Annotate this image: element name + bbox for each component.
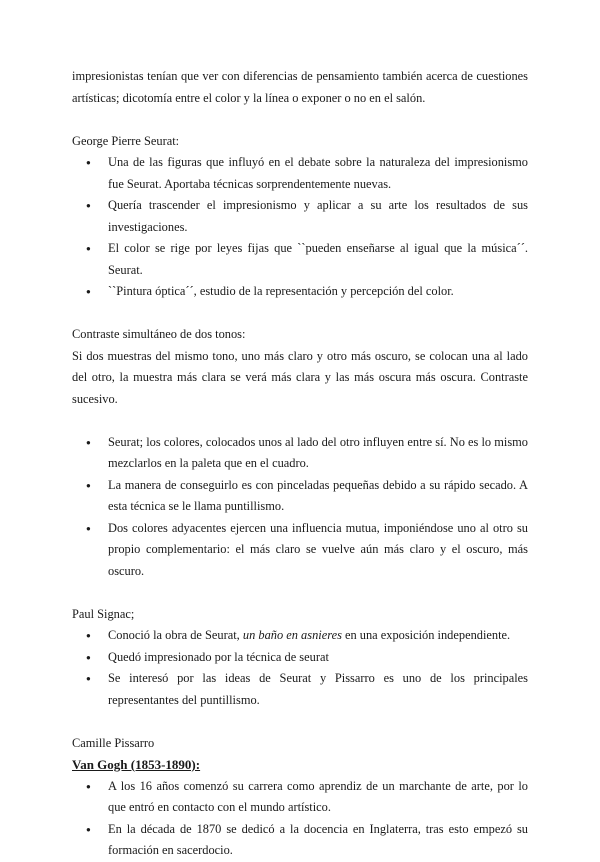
contraste-paragraph: Si dos muestras del mismo tono, uno más claro y otro más oscuro, se colocan una al lado del otro, la muestra más clara se verá más clara y las más oscura más oscura. Contraste sucesivo.	[72, 348, 528, 406]
seurat-heading: George Pierre Seurat:	[72, 133, 180, 148]
list-item: ● ``Pintura óptica´´, estudio de la representación y percepción del color.	[72, 281, 528, 303]
list-item: ● Dos colores adyacentes ejercen una influencia mutua, imponiéndose uno al otro su propio complementario: el más claro se vuelve aún más claro y el oscuro, más oscuro.	[72, 518, 528, 583]
list-item: ● El color se rige por leyes fijas que ``pueden enseñarse al igual que la música´´. Seurat.	[72, 238, 528, 281]
list-item: ● La manera de conseguirlo es con pinceladas pequeñas debido a su rápido secado. A esta técnica se le llama puntillismo.	[72, 475, 528, 518]
spacer	[72, 410, 528, 432]
document-content	[72, 66, 528, 862]
spacer	[72, 303, 528, 325]
spacer	[72, 711, 528, 733]
spacer	[72, 109, 528, 131]
list-item: ● Se interesó por las ideas de Seurat y Pissarro es uno de los principales representantes del puntillismo.	[72, 668, 528, 711]
pissarro-heading: Camille Pissarro	[72, 735, 155, 750]
signac-heading: Paul Signac;	[72, 606, 135, 621]
contraste-heading: Contraste simultáneo de dos tonos:	[72, 327, 246, 341]
list-item: ● En la década de 1870 se dedicó a la docencia en Inglaterra, tras esto empezó su formación en sacerdocio.	[72, 819, 528, 862]
list-item	[72, 625, 528, 647]
list-item: ● A los 16 años comenzó su carrera como aprendiz de un marchante de arte, por lo que entró en contacto con el mundo artístico.	[72, 776, 528, 819]
contraste-list	[72, 432, 528, 583]
list-item-text: en una exposición independiente.	[341, 628, 511, 642]
list-item: ● Quedó impresionado por la técnica de seurat	[72, 647, 528, 669]
vangogh-heading: Van Gogh (1853-1890):	[72, 757, 201, 772]
signac-list	[72, 625, 528, 711]
list-item: ● Seurat; los colores, colocados unos al lado del otro influyen entre sí. No es lo mismo mezclarlos en la paleta que en el cuadro.	[72, 432, 528, 475]
list-item: ● Quería trascender el impresionismo y aplicar a su arte los resultados de sus investigaciones.	[72, 195, 528, 238]
seurat-list	[72, 152, 528, 303]
list-item-text: Conoció la obra de Seurat,	[108, 628, 243, 642]
vangogh-list	[72, 776, 528, 862]
list-item: ● Una de las figuras que influyó en el debate sobre la naturaleza del impresionismo fue Seurat. Aportaba técnicas sorprendentemente nuevas.	[72, 152, 528, 195]
intro-paragraph: impresionistas tenían que ver con diferencias de pensamiento también acerca de cuestiones artísticas; dicotomía entre el color y la línea o exponer o no en el salón.	[72, 69, 528, 105]
artwork-title: un baño en asnieres	[242, 628, 342, 642]
spacer	[72, 582, 528, 604]
